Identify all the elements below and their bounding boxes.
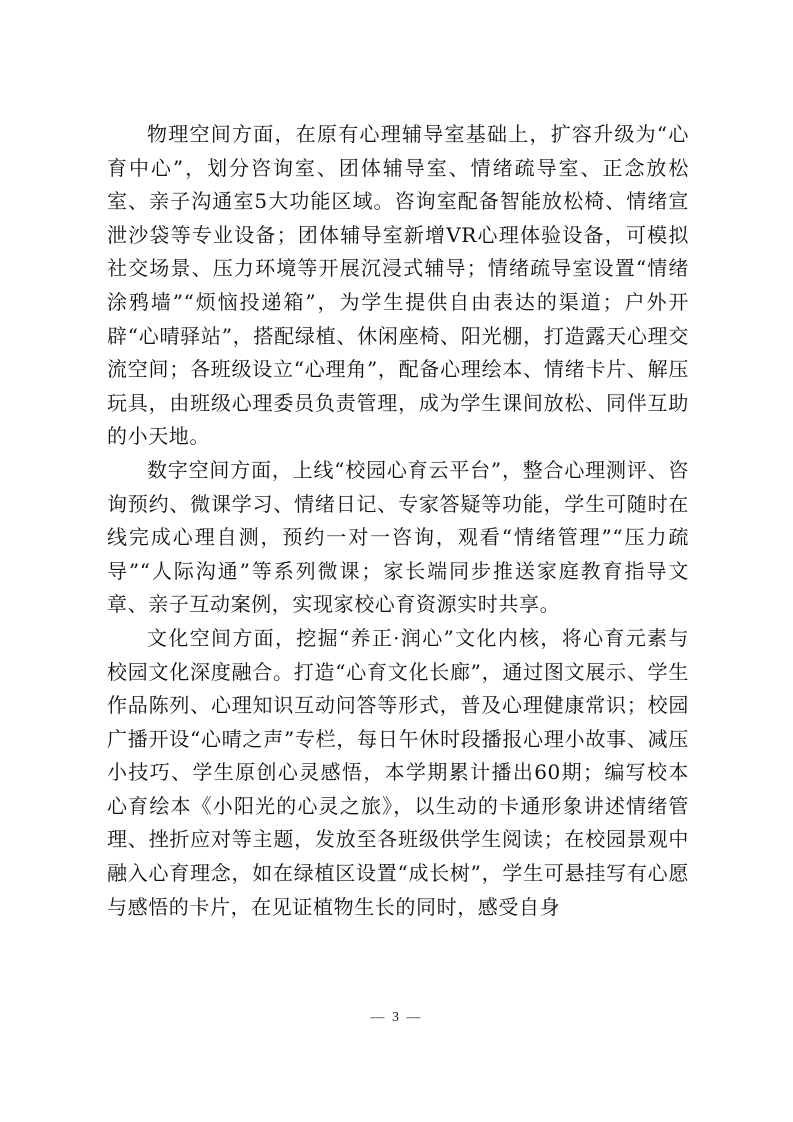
- paragraph-cultural-space: 文化空间方面，挖掘“养正·润心”文化内核，将心育元素与校园文化深度融合。打造“心育文化长廊”，通过图文展示、学生作品陈列、心理知识互动问答等形式，普及心理健康常识；校园广播开设“心晴之声”专栏，每日午休时段播报心理小故事、减压小技巧、学生原创心灵感悟，本学期累计播出60期；编写校本心育绘本《小阳光的心灵之旅》，以生动的卡通形象讲述情绪管理、挫折应对等主题，发放至各班级供学生阅读；在校园景观中融入心育理念，如在绿植区设置“成长树”，学生可悬挂写有心愿与感悟的卡片，在见证植物生长的同时，感受自身: [107, 625, 689, 919]
- body-text: [107, 118, 689, 924]
- paragraph-digital-space: 数字空间方面，上线“校园心育云平台”，整合心理测评、咨询预约、微课学习、情绪日记、专家答疑等功能，学生可随时在线完成心理自测，预约一对一咨询，观看“情绪管理”“压力疏导”“人际沟通”等系列微课；家长端同步推送家庭教育指导文章、亲子互动案例，实现家校心育资源实时共享。: [107, 457, 689, 617]
- paragraph-physical-space: 物理空间方面，在原有心理辅导室基础上，扩容升级为“心育中心”，划分咨询室、团体辅导室、情绪疏导室、正念放松室、亲子沟通室5大功能区域。咨询室配备智能放松椅、情绪宣泄沙袋等专业设备；团体辅导室新增VR心理体验设备，可模拟社交场景、压力环境等开展沉浸式辅导；情绪疏导室设置“情绪涂鸦墙”“烦恼投递箱”，为学生提供自由表达的渠道；户外开辟“心晴驿站”，搭配绿植、休闲座椅、阳光棚，打造露天心理交流空间；各班级设立“心理角”，配备心理绘本、情绪卡片、解压玩具，由班级心理委员负责管理，成为学生课间放松、同伴互助的小天地。: [107, 122, 689, 449]
- page-number: — 3 —: [370, 1010, 423, 1025]
